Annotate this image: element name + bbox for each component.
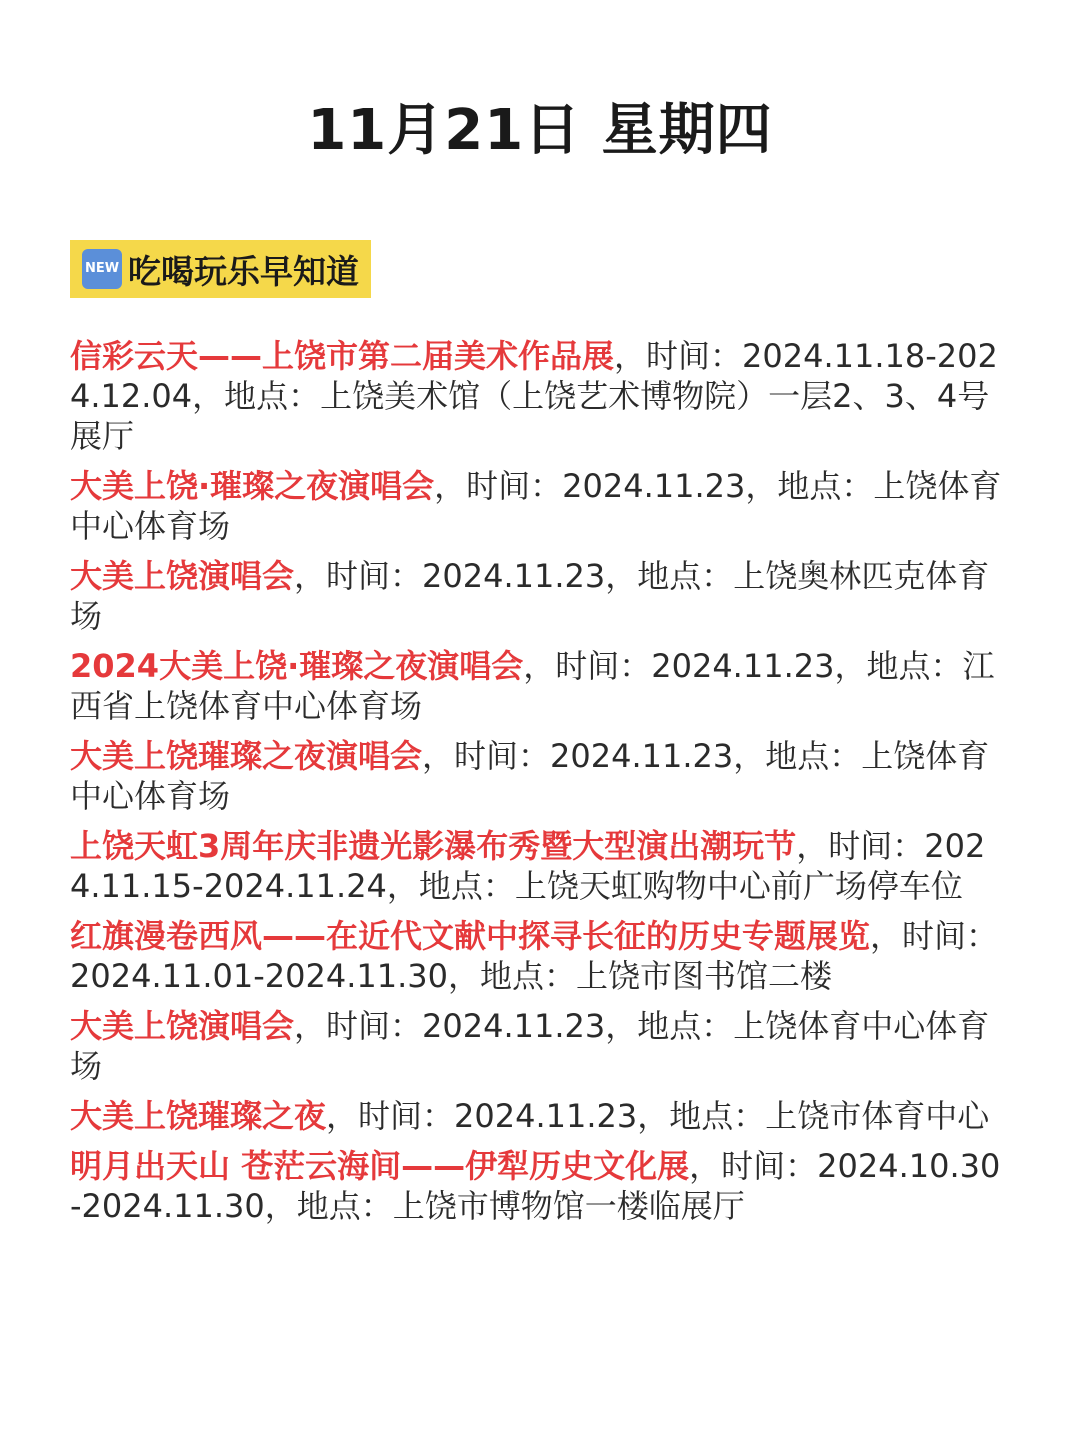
- event-name: 大美上饶璀璨之夜: [70, 1097, 327, 1135]
- list-item: [70, 336, 1010, 456]
- page-title: 11月21日 星期四: [307, 98, 773, 163]
- list-item: [70, 646, 1010, 726]
- event-details: ，时间：2024.11.18-2024.12.04，地点：上饶美术馆（上饶艺术博物院）一层2、3、4号展厅: [70, 337, 998, 455]
- event-name: 红旗漫卷西风——在近代文献中探寻长征的历史专题展览: [70, 917, 871, 955]
- event-list: [70, 336, 1010, 1236]
- event-details: ，时间：2024.11.01-2024.11.30，地点：上饶市图书馆二楼: [70, 917, 999, 995]
- event-name: 大美上饶璀璨之夜演唱会: [70, 737, 423, 775]
- event-name: 大美上饶·璀璨之夜演唱会: [70, 467, 435, 505]
- event-name: 大美上饶演唱会: [70, 557, 295, 595]
- event-name: 大美上饶演唱会: [70, 1007, 295, 1045]
- event-details: ，时间：2024.11.23，地点：上饶体育中心体育场: [70, 1007, 990, 1085]
- event-details: ，时间：2024.11.23，地点：上饶奥林匹克体育场: [70, 557, 990, 635]
- event-name: 明月出天山 苍茫云海间——伊犁历史文化展: [70, 1147, 690, 1185]
- list-item: [70, 1146, 1010, 1226]
- event-details: ，时间：2024.11.23，地点：江西省上饶体育中心体育场: [70, 647, 995, 725]
- section-title: 吃喝玩乐早知道: [128, 251, 359, 291]
- event-name: 2024大美上饶·璀璨之夜演唱会: [70, 647, 524, 685]
- list-item: [70, 916, 1010, 996]
- list-item: [70, 466, 1010, 546]
- new-icon: NEW: [82, 249, 122, 289]
- list-item: [70, 556, 1010, 636]
- event-details: ，时间：2024.11.23，地点：上饶体育中心体育场: [70, 737, 990, 815]
- section-header: [70, 240, 371, 298]
- event-name: 上饶天虹3周年庆非遗光影瀑布秀暨大型演出潮玩节: [70, 827, 797, 865]
- list-item: [70, 1006, 1010, 1086]
- list-item: [70, 1096, 1010, 1136]
- event-details: ，时间：2024.11.23，地点：上饶体育中心体育场: [70, 467, 1002, 545]
- list-item: [70, 736, 1010, 816]
- event-name: 信彩云天——上饶市第二届美术作品展: [70, 337, 615, 375]
- list-item: [70, 826, 1010, 906]
- event-details: ，时间：2024.11.23，地点：上饶市体育中心: [326, 1097, 990, 1135]
- event-details: ，时间：2024.10.30-2024.11.30，地点：上饶市博物馆一楼临展厅: [70, 1147, 1001, 1225]
- event-details: ，时间：2024.11.15-2024.11.24，地点：上饶天虹购物中心前广场停车位: [70, 827, 986, 905]
